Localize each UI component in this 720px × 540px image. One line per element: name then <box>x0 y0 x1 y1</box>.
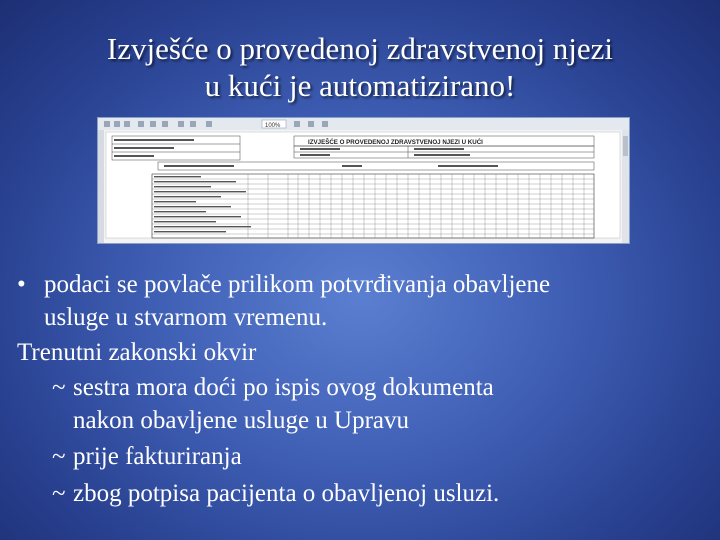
screenshot-doc-title: IZVJEŠĆE O PROVEDENOJ ZDRAVSTVENOJ NJEZI U KUĆI <box>308 139 483 146</box>
bullet-text-line-2: usluge u stvarnom vremenu. <box>44 304 328 331</box>
framework-heading: Trenutni zakonski okvir <box>17 339 257 366</box>
title-line-2: u kući je automatizirano! <box>204 68 516 103</box>
bullet-marker: • <box>17 271 26 298</box>
sub-item-1-line-2: nakon obavljene usluge u Upravu <box>73 407 410 434</box>
sub-bullet-marker-2: ~ <box>52 443 66 470</box>
sub-bullet-marker-1: ~ <box>52 374 66 401</box>
screenshot-toolbar <box>98 118 629 130</box>
sub-bullet-marker-3: ~ <box>52 480 66 507</box>
bullet-text-line-1: podaci se povlače prilikom potvrđivanja obavljene <box>44 271 551 298</box>
title-line-1: Izvješće o provedenoj zdravstvenoj njezi <box>106 31 614 66</box>
document-screenshot <box>97 117 630 244</box>
zoom-level: 100% <box>265 123 281 129</box>
sub-item-2: prije fakturiranja <box>73 443 242 470</box>
slide-title <box>0 30 720 104</box>
sub-item-3: zbog potpisa pacijenta o obavljenoj usluzi. <box>73 480 500 507</box>
sub-item-1-line-1: sestra mora doći po ispis ovog dokumenta <box>73 374 494 401</box>
document-screenshot-image <box>98 118 629 243</box>
